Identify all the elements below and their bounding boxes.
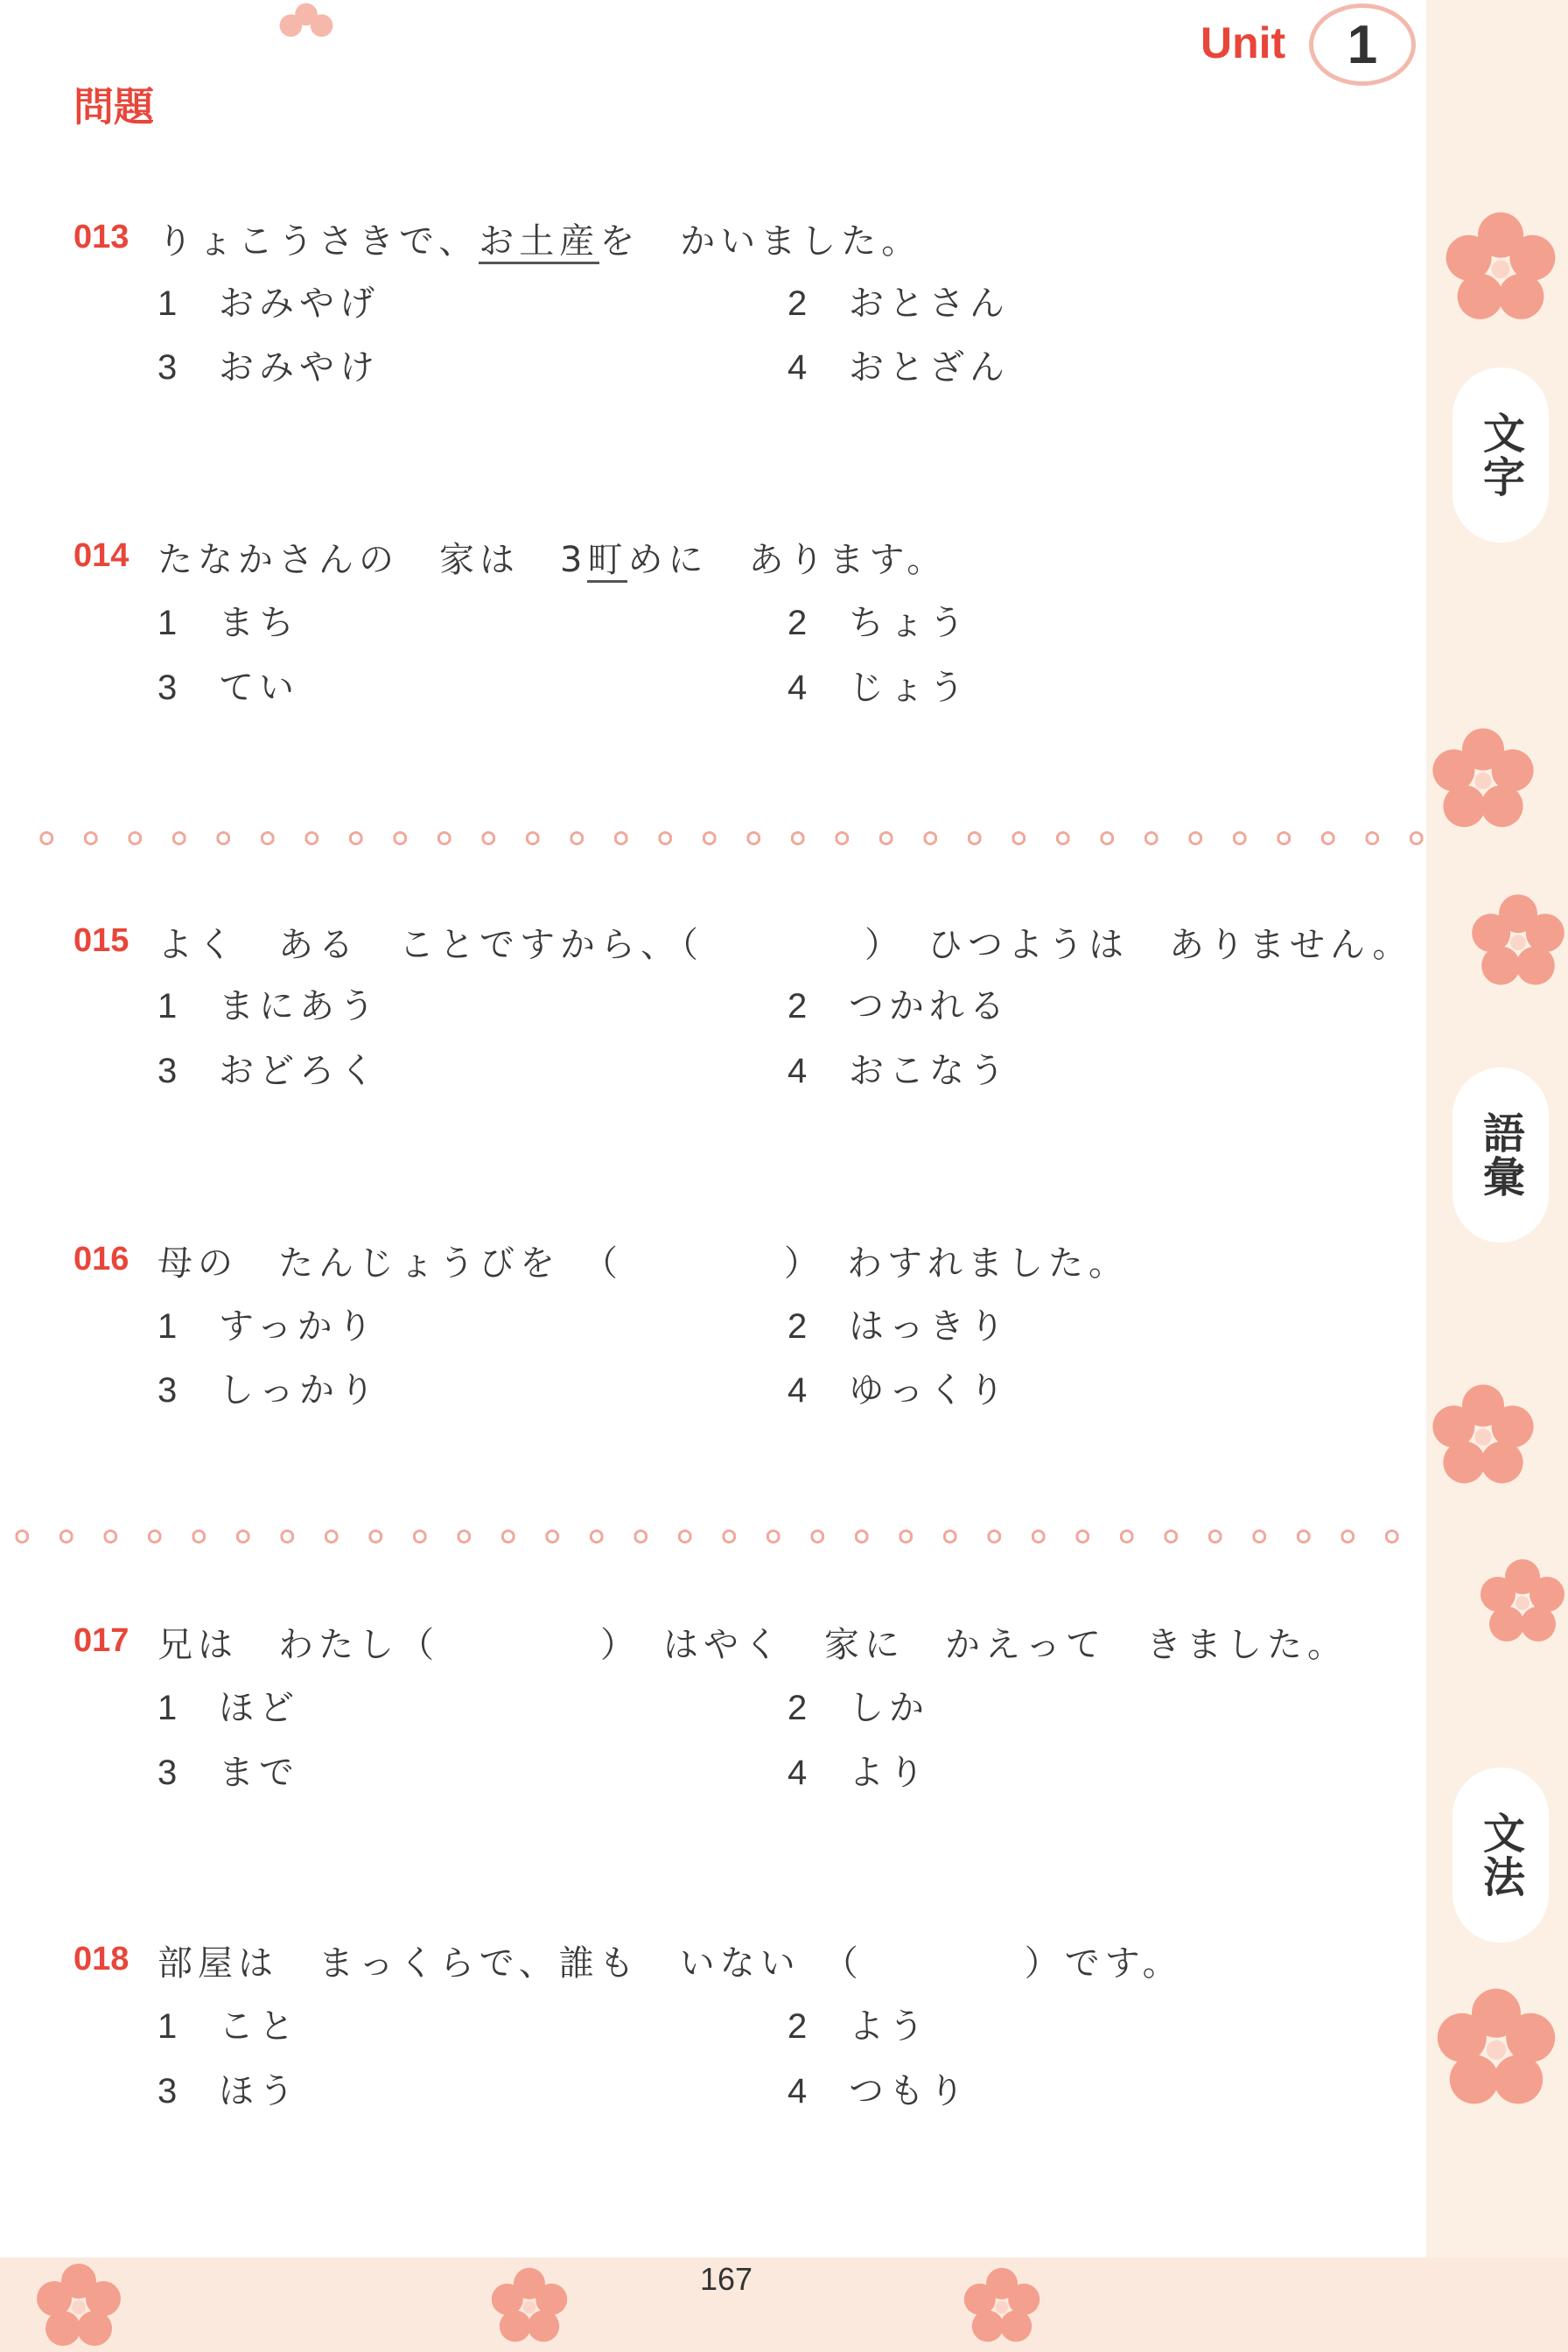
question-text: りょこうさきで、お土産を かいました。 (158, 214, 921, 263)
cherry-blossom-icon (962, 2266, 1041, 2345)
option-1[interactable]: 1 まにあう (158, 986, 380, 1026)
option-2[interactable]: 2 はっきり (788, 1306, 1010, 1347)
option-2[interactable]: 2 よう (788, 2006, 929, 2047)
bottom-decorative-band (0, 2258, 1568, 2352)
dotted-divider (24, 828, 1424, 849)
cherry-blossom-icon (490, 2266, 569, 2345)
option-4[interactable]: 4 より (788, 1753, 929, 1793)
option-3[interactable]: 3 まで (158, 1753, 299, 1793)
option-3[interactable]: 3 てい (158, 668, 299, 708)
question-number: 018 (74, 1941, 130, 1978)
cherry-blossom-icon (271, 2, 341, 54)
option-3[interactable]: 3 しっかり (158, 1370, 380, 1410)
dotted-divider (0, 1526, 1400, 1547)
question-text: 部屋は まっくらで、誰も いない （ ）です。 (158, 1943, 1183, 1984)
question-number: 013 (74, 219, 130, 256)
side-tab-vocabulary[interactable] (1452, 1068, 1549, 1242)
option-4[interactable]: 4 じょう (788, 668, 970, 708)
option-4[interactable]: 4 ゆっくり (788, 1370, 1010, 1410)
option-2[interactable]: 2 つかれる (788, 986, 1010, 1026)
cherry-blossom-icon (1479, 1558, 1566, 1645)
option-2[interactable]: 2 しか (788, 1688, 929, 1728)
option-1[interactable]: 1 おみやげ (158, 284, 380, 324)
side-tab-grammar[interactable] (1452, 1768, 1549, 1942)
option-4[interactable]: 4 おとざん (788, 347, 1010, 388)
option-2[interactable]: 2 ちょう (788, 603, 970, 643)
side-tab-label: 語彙 (1475, 1111, 1525, 1199)
option-1[interactable]: 1 ほど (158, 1688, 299, 1728)
question-text: よく ある ことですから、（ ） ひつようは ありません。 (158, 925, 1413, 965)
question-text: 母の たんじょうびを （ ） わすれました。 (158, 1243, 1129, 1284)
option-3[interactable]: 3 おどろく (158, 1051, 380, 1091)
cherry-blossom-icon (1444, 210, 1558, 324)
option-1[interactable]: 1 こと (158, 2006, 299, 2047)
question-number: 015 (74, 922, 130, 959)
option-1[interactable]: 1 すっかり (158, 1306, 378, 1347)
option-4[interactable]: 4 つもり (788, 2071, 970, 2111)
section-title: 問題 (74, 83, 154, 130)
underlined-word: 町 (587, 540, 627, 583)
cherry-blossom-icon (1470, 892, 1566, 989)
page-number: 167 (700, 2261, 753, 2297)
side-tab-label: 文法 (1475, 1811, 1525, 1899)
option-2[interactable]: 2 おとさん (788, 284, 1010, 324)
option-3[interactable]: 3 おみやけ (158, 347, 380, 388)
option-1[interactable]: 1 まち (158, 603, 299, 643)
side-tab-label: 文字 (1475, 411, 1525, 499)
side-tab-characters[interactable] (1452, 368, 1549, 542)
cherry-blossom-icon (1431, 726, 1536, 831)
unit-label: Unit (1200, 18, 1286, 67)
question-text: たなかさんの 家は 3町めに あります。 (158, 532, 947, 582)
cherry-blossom-icon (1431, 1382, 1536, 1488)
question-number: 016 (74, 1241, 130, 1278)
unit-number: 1 (1309, 4, 1416, 86)
question-text: 兄は わたし（ ） はやく 家に かえって きました。 (158, 1625, 1348, 1665)
underlined-word: お土産 (479, 221, 599, 264)
option-3[interactable]: 3 ほう (158, 2071, 299, 2111)
cherry-blossom-icon (1435, 1986, 1558, 2109)
question-number: 017 (74, 1622, 130, 1659)
cherry-blossom-icon (35, 2262, 122, 2349)
question-number: 014 (74, 537, 130, 574)
option-4[interactable]: 4 おこなう (788, 1051, 1010, 1091)
